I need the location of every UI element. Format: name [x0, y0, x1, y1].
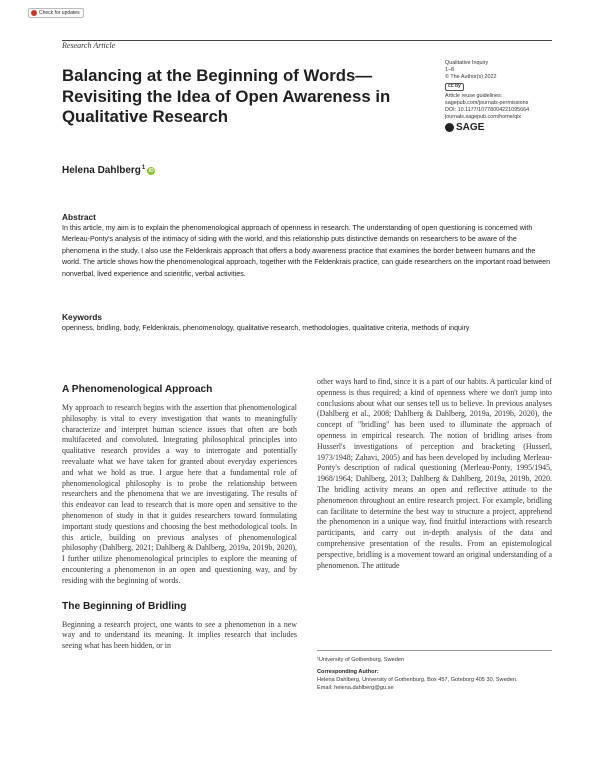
section-heading: A Phenomenological Approach: [62, 384, 213, 395]
keywords-text: openness, bridling, body, Feldenkrais, phenomenology, qualitative research, methodologies, qualitative criteria, methods of inquiry: [62, 324, 470, 332]
body-column-left: [62, 384, 297, 660]
journal-meta: [445, 60, 595, 132]
reuse-guidelines-link[interactable]: sagepub.com/journals-permissions: [445, 99, 529, 106]
body-paragraph: Beginning a research project, one wants to see a phenomenon in a new way and to understand its meaning. It implies research that includes seeing what has been hidden, or in: [62, 619, 297, 651]
page-range: 1–8: [445, 67, 454, 74]
check-for-updates-label: Check for updates: [39, 10, 80, 16]
journal-url[interactable]: journals.sagepub.com/home/qix: [445, 114, 522, 121]
corresponding-author-email[interactable]: Email: helena.dahlberg@gu.se: [317, 685, 394, 691]
header-rule: [62, 40, 552, 41]
sage-logo: [445, 123, 595, 132]
publisher-name: SAGE: [456, 122, 485, 134]
abstract-text: In this article, my aim is to explain the phenomenological approach of openness in research. The understanding of open questioning is concerned with Merleau-Ponty's analysis of the intimacy of siding with the world, and this relationship puts distinctive demands on researchers to be aware of the phenomena in the study. I also use the Feldenkrais approach that offers a body awareness practice that examines the border between humans and the world. The article shows how the phenomenological approach, together with the Feldenkrais practice, can guide researchers on the important road between nonverbal, lived experience and scientific, verbal activities.: [62, 224, 551, 278]
reuse-guidelines-label: Article reuse guidelines:: [445, 92, 503, 99]
check-for-updates-badge[interactable]: [28, 8, 84, 18]
cc-by-icon[interactable]: [445, 83, 464, 91]
footnote: [317, 656, 557, 692]
author-affiliation-mark: 1: [141, 165, 146, 171]
section-heading: The Beginning of Bridling: [62, 600, 187, 612]
crossmark-icon: [31, 10, 37, 16]
footnote-rule: [317, 650, 552, 651]
sage-logo-icon: [445, 123, 454, 132]
doi[interactable]: DOI: 10.1177/10778004221095664: [445, 107, 530, 114]
journal-name: Qualitative Inquiry: [445, 60, 489, 66]
copyright: © The Author(s) 2022: [445, 74, 497, 81]
body-paragraph: other ways hard to find, since it is a part of our habits. A particular kind of openness is thus required; a kind of openness where we don't jump into conclusions about what our senses tell us to believe. In previous analyses (Dahlberg et al., 2008; Dahlberg & Dahlberg, 2019a, 2019b, 2020), the concept of "bridling" has been used to illuminate the approach of openness in empirical research. The notion of bridling arises from Husserl's investigations of perception and bracketing (Husserl, 1973/1948; Zahavi, 2005) and has been developed by including Merleau-Ponty's description of radical questioning (Merleau-Ponty, 1995/1945, 1968/1964; Dahlberg, 2013; Dahlberg & Dahlberg, 2019a, 2019b, 2020. The bridling activity means an open and reflective attitude to the phenomenon throughout an entire research project. For example, bridling can facilitate to determine the best way to structure a project, apprehend the phenomenon in a unique way, find fruitful interactions with research participants, and carry out in-depth analysis of the data and comprehensive presentation of the results. From an epistemological perspective, bridling is a movement toward an original understanding of a phenomenon. The attitude: [317, 377, 552, 570]
orcid-icon[interactable]: iD: [148, 168, 154, 174]
body-paragraph: My approach to research begins with the assertion that phenomenological philosophy is vital to every investigation that wants to meaningfully characterize and interpret human science issues that often are both multifaceted and convoluted. Integrating philosophical principles into qualitative research provides a way to interrogate and potentially reevaluate what we have taken for granted about everyday experiences and what we hold as true. I argue here that a fundamental role of phenomenological philosophy is to probe the relationship between researchers and the phenomena that we are investigating. The results of this endeavor can lead to research that is more open and sensitive to the phenomenon of study in that it guides researchers toward formulating important study questions and choosing the best methodological tools. In this article, building on previous analyses of phenomenological philosophy (Dahlberg, 2021; Dahlberg & Dahlberg, 2019a, 2019b, 2020), I further utilize phenomenological principles to explore the meaning of encountering a phenomenon in an open and questioning way, and by residing with the beginning of words.: [62, 403, 297, 585]
abstract-label: Abstract: [62, 212, 96, 222]
article-title: Balancing at the Beginning of Words—Revisiting the Idea of Open Awareness in Qualitative Research: [62, 66, 391, 126]
cc-by-label: cc by: [448, 83, 461, 90]
corresponding-author-label: Corresponding Author:: [317, 669, 379, 675]
footnote-affiliation: ¹University of Gothenburg, Sweden: [317, 657, 405, 663]
author-line: [62, 165, 155, 176]
corresponding-author-address: Helena Dahlberg, University of Gothenburg, Box 457, Goteborg 405 30, Sweden.: [317, 677, 518, 683]
author-name: Helena Dahlberg: [62, 165, 141, 176]
keywords-label: Keywords: [62, 312, 103, 322]
article-type: Research Article: [62, 41, 116, 50]
body-column-right: [317, 377, 552, 579]
